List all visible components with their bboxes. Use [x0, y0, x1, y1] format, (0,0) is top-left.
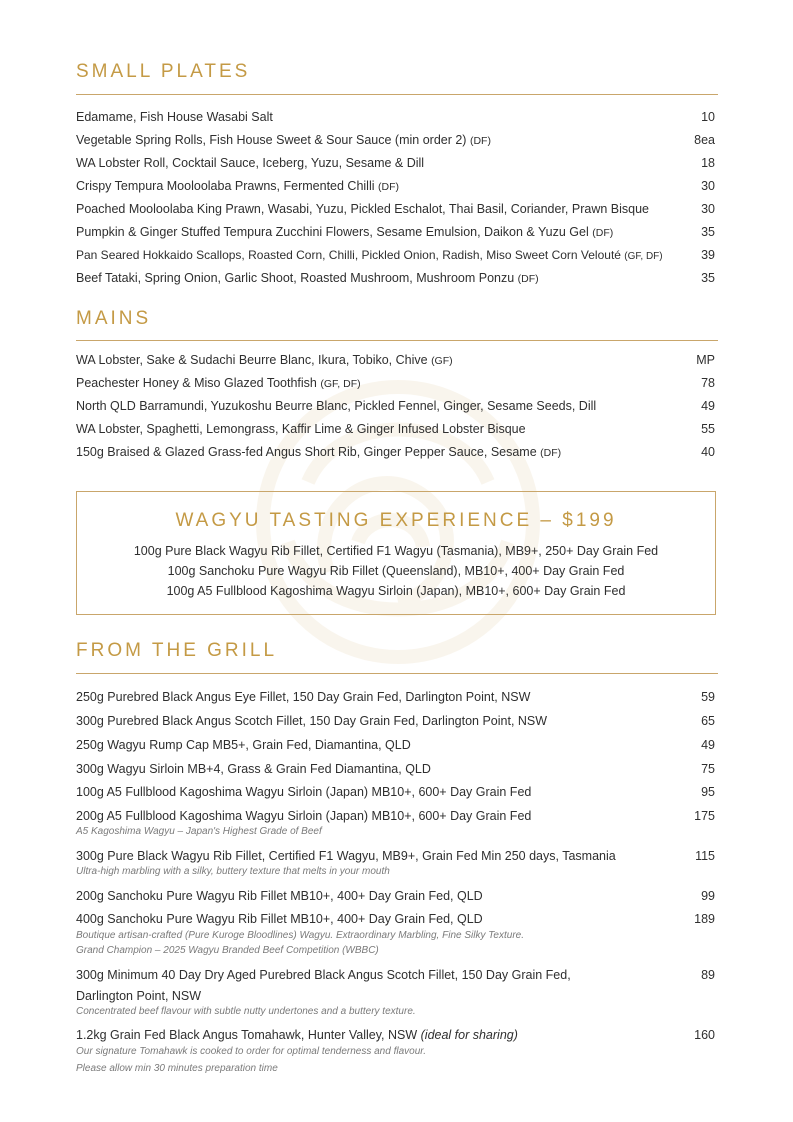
item-price: 10	[701, 110, 715, 124]
item-description: Please allow min 30 minutes preparation time	[76, 1063, 278, 1074]
item-name: WA Lobster, Sake & Sudachi Beurre Blanc, Ikura, Tobiko, Chive	[76, 353, 428, 367]
dietary-tag: (DF)	[592, 227, 614, 239]
item-price: 39	[701, 248, 715, 262]
item-name: Beef Tataki, Spring Onion, Garlic Shoot, Roasted Mushroom, Mushroom Ponzu	[76, 271, 515, 285]
item-name: 250g Wagyu Rump Cap MB5+, Grain Fed, Diamantina, QLD	[76, 738, 411, 752]
item-name: Peachester Honey & Miso Glazed Toothfish	[76, 376, 317, 390]
item-price: 89	[701, 968, 715, 982]
item-price: 18	[701, 156, 715, 170]
dietary-tag: (DF)	[469, 135, 491, 147]
item-name: 400g Sanchoku Pure Wagyu Rib Fillet MB10+, 400+ Day Grain Fed, QLD	[76, 912, 483, 926]
item-name: 100g A5 Fullblood Kagoshima Wagyu Sirloin (Japan) MB10+, 600+ Day Grain Fed	[76, 785, 532, 799]
item-name: Vegetable Spring Rolls, Fish House Sweet & Sour Sauce (min order 2)	[76, 133, 467, 147]
item-price: 35	[701, 225, 715, 239]
item-name: 300g Minimum 40 Day Dry Aged Purebred Black Angus Scotch Fillet, 150 Day Grain Fed,	[76, 968, 571, 982]
item-description: A5 Kagoshima Wagyu – Japan's Highest Grade of Beef	[76, 826, 322, 837]
item-description: Ultra-high marbling with a silky, buttery texture that melts in your mouth	[76, 866, 390, 877]
item-price: MP	[696, 353, 715, 367]
item-name: 300g Wagyu Sirloin MB+4, Grass & Grain Fed Diamantina, QLD	[76, 762, 431, 776]
item-name: WA Lobster Roll, Cocktail Sauce, Iceberg, Yuzu, Sesame & Dill	[76, 156, 425, 170]
section-title-from-the-grill: FROM THE GRILL	[76, 640, 278, 661]
item-price: 189	[694, 912, 715, 926]
item-description: Boutique artisan-crafted (Pure Kuroge Bloodlines) Wagyu. Extraordinary Marbling, Fine Silky Texture.	[76, 930, 524, 941]
item-description: Grand Champion – 2025 Wagyu Branded Beef Competition (WBBC)	[76, 945, 379, 956]
dietary-tag: (DF)	[378, 181, 399, 193]
wagyu-tasting-line: 100g Sanchoku Pure Wagyu Rib Fillet (Queensland), MB10+, 400+ Day Grain Fed	[167, 564, 625, 578]
item-name: 200g A5 Fullblood Kagoshima Wagyu Sirloin (Japan) MB10+, 600+ Day Grain Fed	[76, 809, 532, 823]
item-sharing-note: (ideal for sharing)	[420, 1028, 518, 1042]
item-name: 200g Sanchoku Pure Wagyu Rib Fillet MB10+, 400+ Day Grain Fed, QLD	[76, 889, 483, 903]
section-divider	[76, 94, 718, 95]
item-price: 30	[701, 179, 715, 193]
item-name: 250g Purebred Black Angus Eye Fillet, 150 Day Grain Fed, Darlington Point, NSW	[76, 690, 531, 704]
section-title-small-plates: SMALL PLATES	[76, 61, 251, 82]
item-name: 300g Pure Black Wagyu Rib Fillet, Certified F1 Wagyu, MB9+, Grain Fed Min 250 days, Tasmania	[76, 849, 616, 863]
wagyu-tasting-line: 100g Pure Black Wagyu Rib Fillet, Certified F1 Wagyu (Tasmania), MB9+, 250+ Day Grain Fed	[133, 544, 659, 558]
item-price: 175	[694, 809, 715, 823]
wagyu-tasting-line: 100g A5 Fullblood Kagoshima Wagyu Sirloin (Japan), MB10+, 600+ Day Grain Fed	[166, 584, 626, 598]
section-title-mains: MAINS	[76, 308, 152, 329]
item-name: 150g Braised & Glazed Grass-fed Angus Short Rib, Ginger Pepper Sauce, Sesame	[76, 445, 537, 459]
dietary-tag: (GF, DF)	[624, 251, 663, 262]
item-price: 59	[701, 690, 715, 704]
item-name: WA Lobster, Spaghetti, Lemongrass, Kaffir Lime & Ginger Infused Lobster Bisque	[76, 422, 526, 436]
section-divider	[76, 340, 718, 341]
item-name: North QLD Barramundi, Yuzukoshu Beurre Blanc, Pickled Fennel, Ginger, Sesame Seeds, Dill	[76, 399, 597, 413]
item-price: 115	[695, 849, 715, 863]
item-price: 78	[701, 376, 715, 390]
dietary-tag: (GF, DF)	[320, 378, 361, 390]
item-price: 160	[694, 1028, 715, 1042]
item-name: 300g Purebred Black Angus Scotch Fillet, 150 Day Grain Fed, Darlington Point, NSW	[76, 714, 548, 728]
item-price: 35	[701, 271, 715, 285]
item-name: Pumpkin & Ginger Stuffed Tempura Zucchini Flowers, Sesame Emulsion, Daikon & Yuzu Gel	[76, 225, 589, 239]
item-description: Our signature Tomahawk is cooked to order for optimal tenderness and flavour.	[76, 1046, 426, 1057]
wagyu-tasting-title: WAGYU TASTING EXPERIENCE – $199	[175, 510, 617, 531]
item-price: 95	[701, 785, 715, 799]
item-price: 49	[701, 738, 715, 752]
item-price: 30	[701, 202, 715, 216]
item-name-continued: Darlington Point, NSW	[76, 989, 202, 1003]
item-name: Poached Mooloolaba King Prawn, Wasabi, Yuzu, Pickled Eschalot, Thai Basil, Coriander, Prawn Bisque	[76, 202, 650, 216]
item-name: Crispy Tempura Mooloolaba Prawns, Fermented Chilli	[76, 179, 375, 193]
item-price: 49	[701, 399, 715, 413]
wagyu-tasting-box	[76, 491, 716, 615]
item-name: Edamame, Fish House Wasabi Salt	[76, 110, 273, 124]
item-price: 65	[701, 714, 715, 728]
item-price: 40	[701, 445, 715, 459]
dietary-tag: (DF)	[540, 447, 562, 459]
item-price: 55	[701, 422, 715, 436]
item-price: 8ea	[694, 133, 715, 147]
item-price: 99	[701, 889, 715, 903]
item-price: 75	[701, 762, 715, 776]
dietary-tag: (GF)	[431, 355, 453, 367]
dietary-tag: (DF)	[517, 273, 539, 285]
item-name: Pan Seared Hokkaido Scallops, Roasted Corn, Chilli, Pickled Onion, Radish, Miso Sweet Corn Velouté	[76, 248, 621, 262]
item-description: Concentrated beef flavour with subtle nutty undertones and a buttery texture.	[76, 1006, 416, 1017]
item-name: 1.2kg Grain Fed Black Angus Tomahawk, Hunter Valley, NSW	[76, 1028, 418, 1042]
section-divider	[76, 673, 718, 674]
